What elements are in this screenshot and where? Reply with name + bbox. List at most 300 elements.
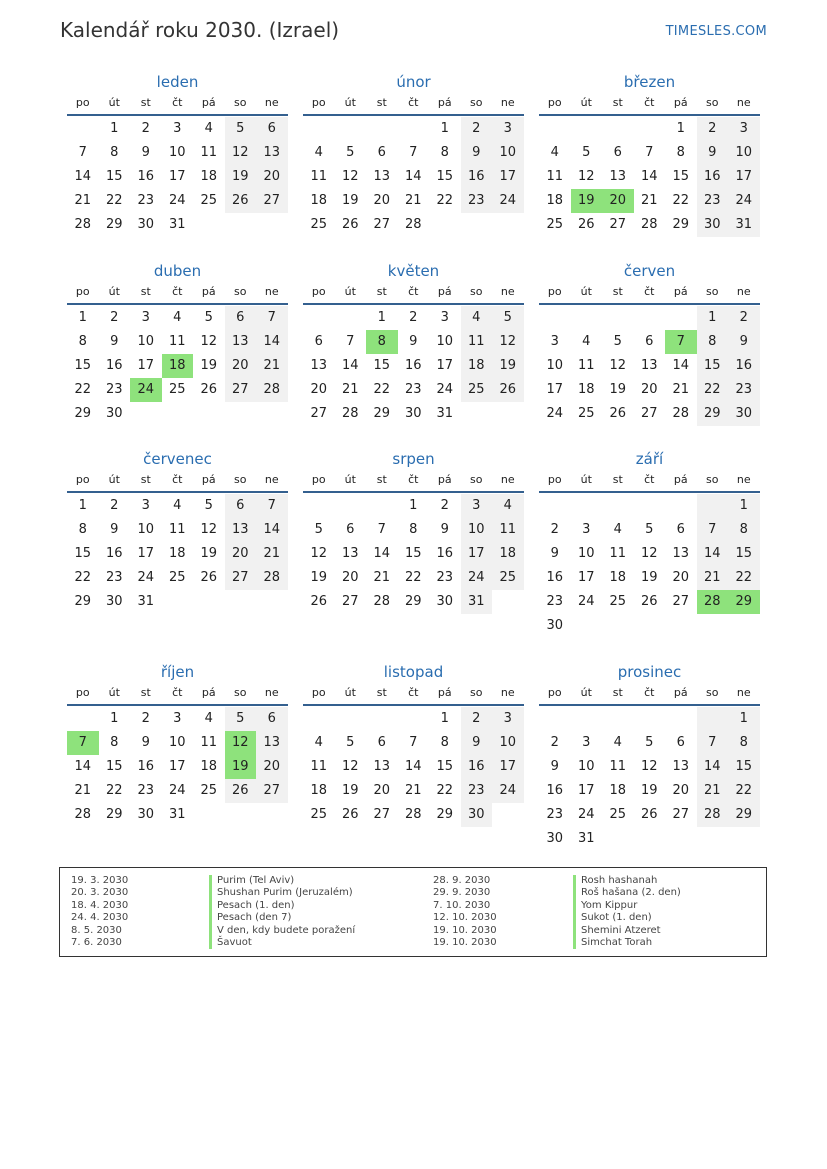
day-cell: 12 — [341, 169, 359, 184]
legend-date: 19. 10. 2030 — [433, 924, 497, 936]
weekday-label: so — [470, 686, 483, 699]
day-cell: 23 — [105, 382, 123, 397]
day-cell: 24 — [546, 406, 564, 421]
day-cell: 27 — [373, 807, 391, 822]
legend-holiday-name: Roš hašana (2. den) — [573, 887, 681, 899]
weekday-header — [67, 281, 288, 305]
day-cell: 20 — [672, 783, 690, 798]
day-cell: 28 — [697, 803, 729, 827]
day-cell: 6 — [314, 334, 323, 349]
empty-cell — [366, 117, 398, 141]
weekday-header — [67, 92, 288, 116]
legend-dates-right — [433, 875, 497, 949]
day-cell: 12 — [609, 358, 627, 373]
day-cell: 3 — [461, 494, 493, 518]
day-cell: 16 — [546, 783, 564, 798]
day-cell: 21 — [74, 783, 92, 798]
day-cell: 20 — [225, 542, 257, 566]
day-cell: 5 — [204, 310, 213, 325]
brand-link[interactable]: TIMESLES.COM — [665, 24, 767, 39]
day-cell: 12 — [200, 334, 218, 349]
day-cell: 20 — [225, 354, 257, 378]
weekday-header — [539, 469, 760, 493]
empty-cell — [398, 707, 430, 731]
day-cell: 5 — [204, 498, 213, 513]
month-4 — [303, 261, 524, 426]
day-cell: 17 — [492, 755, 524, 779]
empty-cell — [303, 117, 335, 141]
day-cell: 10 — [577, 759, 595, 774]
weekday-label: čt — [172, 686, 183, 699]
day-cell: 13 — [373, 169, 391, 184]
weekday-header — [539, 281, 760, 305]
weekday-header — [539, 92, 760, 116]
day-cell: 12 — [640, 546, 658, 561]
day-cell: 15 — [436, 169, 454, 184]
weekday-label: pá — [201, 285, 216, 298]
day-cell: 12 — [341, 759, 359, 774]
day-cell: 26 — [225, 189, 257, 213]
day-cell: 14 — [341, 358, 359, 373]
day-cell: 11 — [200, 735, 218, 750]
month-9 — [67, 662, 288, 827]
day-cell: 12 — [577, 169, 595, 184]
day-cell: 27 — [225, 566, 257, 590]
month-name: říjen — [160, 663, 195, 681]
day-cell: 9 — [110, 334, 119, 349]
day-cell: 3 — [173, 121, 182, 136]
weekday-label: út — [580, 473, 592, 486]
day-cell: 11 — [461, 330, 493, 354]
day-cell: 30 — [546, 831, 564, 846]
legend-date: 8. 5. 2030 — [71, 924, 122, 936]
day-cell: 30 — [461, 803, 493, 827]
day-cell: 10 — [137, 334, 155, 349]
day-cell: 2 — [697, 117, 729, 141]
day-cell: 16 — [105, 546, 123, 561]
day-cell: 6 — [256, 707, 288, 731]
weekday-label: pá — [201, 686, 216, 699]
weekday-label: po — [547, 473, 562, 486]
day-cell: 11 — [577, 358, 595, 373]
day-cell: 27 — [373, 217, 391, 232]
day-cell: 13 — [225, 518, 257, 542]
weekday-label: čt — [172, 285, 183, 298]
day-cell: 4 — [613, 735, 622, 750]
holiday-day: 20 — [602, 189, 634, 213]
day-cell: 7 — [697, 731, 729, 755]
empty-cell — [303, 494, 335, 518]
day-cell: 22 — [105, 783, 123, 798]
day-cell: 25 — [577, 406, 595, 421]
day-cell: 27 — [256, 189, 288, 213]
day-cell: 7 — [256, 494, 288, 518]
weekday-header — [303, 92, 524, 116]
month-name: duben — [153, 262, 202, 280]
weekday-label: pá — [437, 285, 452, 298]
day-cell: 1 — [676, 121, 685, 136]
holiday-day: 19 — [571, 189, 603, 213]
weekday-label: ne — [736, 686, 751, 699]
day-cell: 6 — [613, 145, 622, 160]
legend-date: 29. 9. 2030 — [433, 887, 491, 899]
day-cell: 26 — [225, 779, 257, 803]
day-cell: 2 — [461, 117, 493, 141]
day-cell: 2 — [728, 306, 760, 330]
day-cell: 27 — [672, 807, 690, 822]
month-7 — [303, 449, 524, 614]
day-cell: 28 — [74, 807, 92, 822]
weekday-label: po — [311, 285, 326, 298]
day-cell: 4 — [314, 145, 323, 160]
day-cell: 10 — [577, 546, 595, 561]
weekday-label: st — [376, 686, 387, 699]
day-cell: 23 — [137, 783, 155, 798]
day-cell: 30 — [404, 406, 422, 421]
day-cell: 21 — [373, 570, 391, 585]
weekday-label: po — [547, 686, 562, 699]
day-cell: 30 — [137, 807, 155, 822]
day-grid — [539, 494, 760, 638]
month-2 — [539, 72, 760, 237]
legend-date: 24. 4. 2030 — [71, 912, 129, 924]
day-cell: 25 — [609, 594, 627, 609]
day-cell: 9 — [461, 141, 493, 165]
day-cell: 2 — [440, 498, 449, 513]
weekday-label: st — [612, 285, 623, 298]
weekday-label: út — [108, 686, 120, 699]
day-cell: 9 — [440, 522, 449, 537]
day-cell: 15 — [74, 546, 92, 561]
day-cell: 17 — [436, 358, 454, 373]
day-cell: 18 — [310, 783, 328, 798]
day-cell: 25 — [200, 783, 218, 798]
weekday-label: po — [75, 473, 90, 486]
day-grid — [67, 707, 288, 827]
day-cell: 8 — [697, 330, 729, 354]
day-cell: 23 — [461, 189, 493, 213]
day-cell: 18 — [168, 546, 186, 561]
day-cell: 6 — [676, 735, 685, 750]
month-name: listopad — [383, 663, 444, 681]
weekday-header — [303, 682, 524, 706]
day-cell: 2 — [550, 522, 559, 537]
day-cell: 10 — [728, 141, 760, 165]
day-cell: 1 — [409, 498, 418, 513]
month-1 — [303, 72, 524, 237]
day-cell: 15 — [105, 759, 123, 774]
month-name: srpen — [392, 450, 435, 468]
weekday-label: čt — [408, 96, 419, 109]
day-cell: 13 — [672, 546, 690, 561]
weekday-label: út — [344, 686, 356, 699]
day-cell: 13 — [341, 546, 359, 561]
day-cell: 13 — [373, 759, 391, 774]
weekday-label: so — [470, 473, 483, 486]
day-cell: 1 — [110, 121, 119, 136]
day-cell: 9 — [141, 145, 150, 160]
day-cell: 14 — [404, 759, 422, 774]
day-cell: 5 — [346, 145, 355, 160]
weekday-label: st — [612, 473, 623, 486]
day-cell: 30 — [436, 594, 454, 609]
legend-holiday-name: V den, kdy budete poražení — [209, 925, 355, 937]
day-cell: 15 — [728, 755, 760, 779]
day-cell: 26 — [640, 807, 658, 822]
empty-cell — [539, 707, 571, 731]
day-cell: 3 — [492, 117, 524, 141]
day-cell: 4 — [173, 310, 182, 325]
day-cell: 2 — [110, 498, 119, 513]
day-cell: 5 — [645, 735, 654, 750]
day-cell: 9 — [461, 731, 493, 755]
day-cell: 15 — [436, 759, 454, 774]
weekday-label: ne — [500, 686, 515, 699]
empty-cell — [335, 306, 367, 330]
day-cell: 1 — [110, 711, 119, 726]
weekday-label: st — [612, 96, 623, 109]
empty-cell — [303, 707, 335, 731]
day-cell: 26 — [640, 594, 658, 609]
day-cell: 13 — [609, 169, 627, 184]
empty-cell — [634, 494, 666, 518]
weekday-label: ne — [500, 96, 515, 109]
weekday-label: pá — [437, 473, 452, 486]
empty-cell — [634, 306, 666, 330]
weekday-label: pá — [673, 686, 688, 699]
day-cell: 26 — [577, 217, 595, 232]
day-cell: 12 — [492, 330, 524, 354]
day-cell: 13 — [640, 358, 658, 373]
day-cell: 1 — [78, 498, 87, 513]
weekday-label: st — [140, 686, 151, 699]
day-cell: 13 — [672, 759, 690, 774]
day-cell: 29 — [74, 594, 92, 609]
day-cell: 4 — [613, 522, 622, 537]
day-cell: 30 — [546, 618, 564, 633]
day-cell: 4 — [492, 494, 524, 518]
empty-cell — [665, 494, 697, 518]
day-cell: 27 — [256, 779, 288, 803]
day-cell: 30 — [105, 594, 123, 609]
day-cell: 21 — [341, 382, 359, 397]
day-cell: 20 — [672, 570, 690, 585]
day-cell: 26 — [341, 807, 359, 822]
day-grid — [539, 117, 760, 237]
weekday-label: út — [580, 285, 592, 298]
day-cell: 17 — [461, 542, 493, 566]
day-cell: 28 — [404, 217, 422, 232]
day-cell: 21 — [404, 193, 422, 208]
weekday-header — [303, 281, 524, 305]
day-cell: 23 — [105, 570, 123, 585]
day-cell: 29 — [74, 406, 92, 421]
day-cell: 31 — [577, 831, 595, 846]
day-cell: 10 — [168, 735, 186, 750]
day-cell: 6 — [645, 334, 654, 349]
day-cell: 6 — [225, 494, 257, 518]
day-cell: 1 — [697, 306, 729, 330]
empty-cell — [571, 117, 603, 141]
day-grid — [303, 494, 524, 614]
day-cell: 31 — [137, 594, 155, 609]
day-cell: 11 — [168, 334, 186, 349]
day-cell: 16 — [137, 759, 155, 774]
day-cell: 9 — [550, 759, 559, 774]
day-cell: 28 — [341, 406, 359, 421]
empty-cell — [571, 707, 603, 731]
day-cell: 11 — [200, 145, 218, 160]
day-cell: 16 — [461, 165, 493, 189]
day-cell: 19 — [492, 354, 524, 378]
day-cell: 19 — [200, 546, 218, 561]
day-cell: 9 — [409, 334, 418, 349]
day-cell: 8 — [676, 145, 685, 160]
legend-holiday-name: Shemini Atzeret — [573, 925, 681, 937]
weekday-label: čt — [644, 285, 655, 298]
day-grid — [67, 494, 288, 614]
day-cell: 9 — [697, 141, 729, 165]
day-cell: 20 — [310, 382, 328, 397]
weekday-label: po — [311, 473, 326, 486]
empty-cell — [303, 306, 335, 330]
day-cell: 16 — [137, 169, 155, 184]
day-cell: 20 — [373, 193, 391, 208]
day-cell: 26 — [200, 570, 218, 585]
day-cell: 23 — [697, 189, 729, 213]
weekday-label: so — [706, 285, 719, 298]
day-cell: 4 — [173, 498, 182, 513]
day-cell: 27 — [609, 217, 627, 232]
day-cell: 19 — [341, 193, 359, 208]
legend-date: 12. 10. 2030 — [433, 912, 497, 924]
day-cell: 24 — [577, 594, 595, 609]
weekday-label: po — [311, 686, 326, 699]
day-cell: 27 — [640, 406, 658, 421]
day-cell: 29 — [697, 402, 729, 426]
day-cell: 17 — [137, 546, 155, 561]
day-cell: 11 — [609, 546, 627, 561]
day-cell: 27 — [341, 594, 359, 609]
day-cell: 24 — [436, 382, 454, 397]
day-cell: 3 — [728, 117, 760, 141]
day-cell: 2 — [409, 310, 418, 325]
day-cell: 17 — [168, 169, 186, 184]
day-cell: 17 — [492, 165, 524, 189]
day-cell: 21 — [640, 193, 658, 208]
month-5 — [539, 261, 760, 426]
day-cell: 7 — [78, 145, 87, 160]
weekday-label: ne — [264, 96, 279, 109]
day-cell: 25 — [461, 378, 493, 402]
legend-date: 19. 3. 2030 — [71, 875, 129, 886]
weekday-label: ne — [500, 285, 515, 298]
day-grid — [67, 306, 288, 426]
day-cell: 22 — [74, 570, 92, 585]
day-cell: 28 — [256, 566, 288, 590]
day-cell: 17 — [546, 382, 564, 397]
day-cell: 27 — [310, 406, 328, 421]
month-name: září — [635, 450, 664, 468]
day-cell: 29 — [672, 217, 690, 232]
day-cell: 29 — [373, 406, 391, 421]
empty-cell — [602, 707, 634, 731]
day-cell: 18 — [200, 759, 218, 774]
month-name: únor — [396, 73, 431, 91]
day-cell: 1 — [440, 711, 449, 726]
weekday-label: st — [612, 686, 623, 699]
day-cell: 8 — [78, 334, 87, 349]
day-cell: 29 — [105, 807, 123, 822]
day-cell: 1 — [78, 310, 87, 325]
day-cell: 31 — [436, 406, 454, 421]
day-cell: 8 — [78, 522, 87, 537]
day-cell: 6 — [346, 522, 355, 537]
weekday-label: po — [75, 686, 90, 699]
weekday-label: st — [376, 285, 387, 298]
day-cell: 21 — [256, 354, 288, 378]
day-cell: 18 — [492, 542, 524, 566]
day-cell: 24 — [168, 783, 186, 798]
weekday-label: čt — [644, 96, 655, 109]
empty-cell — [539, 306, 571, 330]
weekday-header — [67, 469, 288, 493]
day-cell: 14 — [256, 518, 288, 542]
day-cell: 16 — [546, 570, 564, 585]
day-cell: 23 — [436, 570, 454, 585]
day-cell: 8 — [440, 735, 449, 750]
day-cell: 6 — [377, 145, 386, 160]
day-cell: 1 — [728, 494, 760, 518]
day-cell: 10 — [168, 145, 186, 160]
day-cell: 21 — [404, 783, 422, 798]
day-cell: 22 — [436, 783, 454, 798]
day-cell: 29 — [728, 803, 760, 827]
weekday-label: so — [234, 686, 247, 699]
day-cell: 7 — [409, 145, 418, 160]
weekday-label: st — [140, 473, 151, 486]
day-cell: 16 — [404, 358, 422, 373]
weekday-label: po — [311, 96, 326, 109]
weekday-label: ne — [736, 96, 751, 109]
day-cell: 28 — [373, 594, 391, 609]
day-cell: 28 — [256, 378, 288, 402]
day-cell: 18 — [577, 382, 595, 397]
empty-cell — [366, 707, 398, 731]
weekday-label: ne — [736, 285, 751, 298]
weekday-label: so — [234, 285, 247, 298]
legend-holiday-name: Pesach (den 7) — [209, 912, 355, 924]
weekday-label: út — [344, 473, 356, 486]
empty-cell — [539, 494, 571, 518]
day-cell: 3 — [440, 310, 449, 325]
day-cell: 27 — [225, 378, 257, 402]
holiday-legend — [59, 867, 767, 957]
weekday-label: út — [580, 686, 592, 699]
weekday-label: st — [140, 285, 151, 298]
day-cell: 21 — [697, 779, 729, 803]
day-cell: 14 — [672, 358, 690, 373]
day-cell: 28 — [672, 406, 690, 421]
day-cell: 17 — [577, 783, 595, 798]
day-cell: 4 — [550, 145, 559, 160]
month-11 — [539, 662, 760, 851]
weekday-label: st — [140, 96, 151, 109]
legend-dates-left — [71, 875, 128, 949]
legend-date: 28. 9. 2030 — [433, 875, 491, 886]
day-cell: 5 — [314, 522, 323, 537]
legend-holiday-name: Pesach (1. den) — [209, 900, 355, 912]
